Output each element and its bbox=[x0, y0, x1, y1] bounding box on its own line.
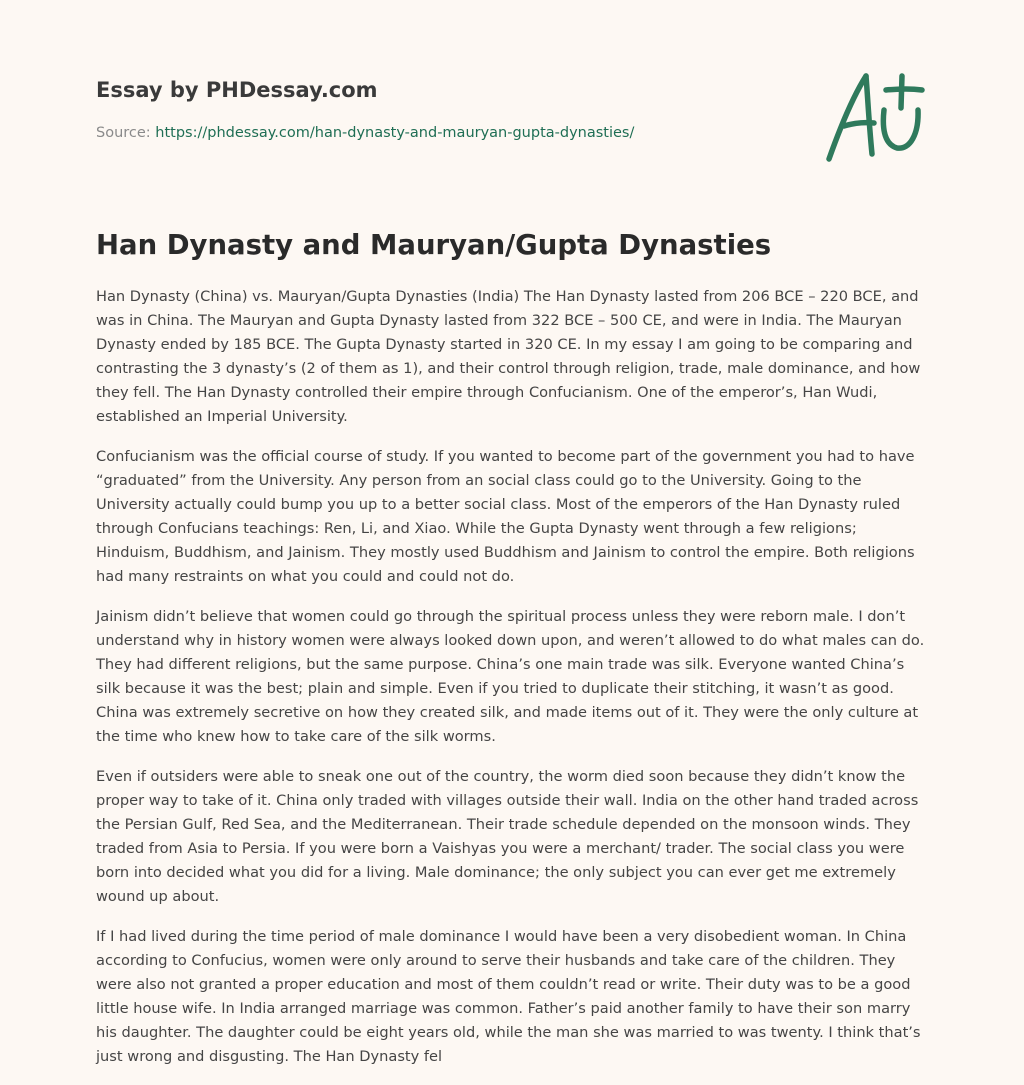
a-plus-logo-icon bbox=[822, 66, 928, 166]
essay-paragraph: Even if outsiders were able to sneak one out of the country, the worm died soon because they didn’t know the proper way to take of it. China only traded with villages outside their wall. India on the other hand traded across the Persian Gulf, Red Sea, and the Mediterranean. Their trade schedule depended on the monsoon winds. They traded from Asia to Persia. If you were born a Vaishyas you were a merchant/ trader. The social class you were born into decided what you did for a living. Male dominance; the only subject you can ever get me extremely wound up about. bbox=[96, 768, 919, 905]
essay-paragraph: Confucianism was the official course of study. If you wanted to become part of the government you had to have “graduated” from the University. Any person from an social class could go to the University. Going to the University actually could bump you up to a better social class. Most of the emperors of the Han Dynasty ruled through Confucians teachings: Ren, Li, and Xiao. While the Gupta Dynasty went through a few religions; Hinduism, Buddhism, and Jainism. They mostly used Buddhism and Jainism to control the empire. Both religions had many restraints on what you could and could not do. bbox=[96, 448, 915, 585]
essay-paragraph: Jainism didn’t believe that women could go through the spiritual process unless they were reborn male. I don’t understand why in history women were always looked down upon, and weren’t allowed to do what males can do. They had different religions, but the same purpose. China’s one main trade was silk. Everyone wanted China’s silk because it was the best; plain and simple. Even if you tried to duplicate their stitching, it wasn’t as good. China was extremely secretive on how they created silk, and made items out of it. They were the only culture at the time who knew how to take care of the silk worms. bbox=[96, 608, 925, 745]
source-label: Source: bbox=[96, 125, 156, 141]
essay-title: Han Dynasty and Mauryan/Gupta Dynasties bbox=[96, 229, 772, 261]
site-brand: Essay by PHDessay.com bbox=[96, 78, 378, 102]
site-header bbox=[96, 72, 928, 108]
essay-paragraph: Han Dynasty (China) vs. Mauryan/Gupta Dynasties (India) The Han Dynasty lasted from 206 BCE – 220 BCE, and was in China. The Mauryan and Gupta Dynasty lasted from 322 BCE – 500 CE, and were in India. The Mauryan Dynasty ended by 185 BCE. The Gupta Dynasty started in 320 CE. In my essay I am going to be comparing and contrasting the 3 dynasty’s (2 of them as 1), and their control through religion, trade, male dominance, and how they fell. The Han Dynasty controlled their empire through Confucianism. One of the emperor’s, Han Wudi, established an Imperial University. bbox=[96, 288, 921, 425]
essay-paragraph: If I had lived during the time period of male dominance I would have been a very disobedient woman. In China according to Confucius, women were only around to serve their husbands and take care of the children. They were also not granted a proper education and most of them couldn’t read or write. Their duty was to be a good little house wife. In India arranged marriage was common. Father’s paid another family to have their son marry his daughter. The daughter could be eight years old, while the man she was married to was twenty. I think that’s just wrong and disgusting. The Han Dynasty fel bbox=[96, 928, 921, 1065]
source-link[interactable]: https://phdessay.com/han-dynasty-and-mauryan-gupta-dynasties/ bbox=[155, 125, 635, 141]
essay-body bbox=[96, 285, 930, 1085]
source-line bbox=[96, 121, 634, 145]
